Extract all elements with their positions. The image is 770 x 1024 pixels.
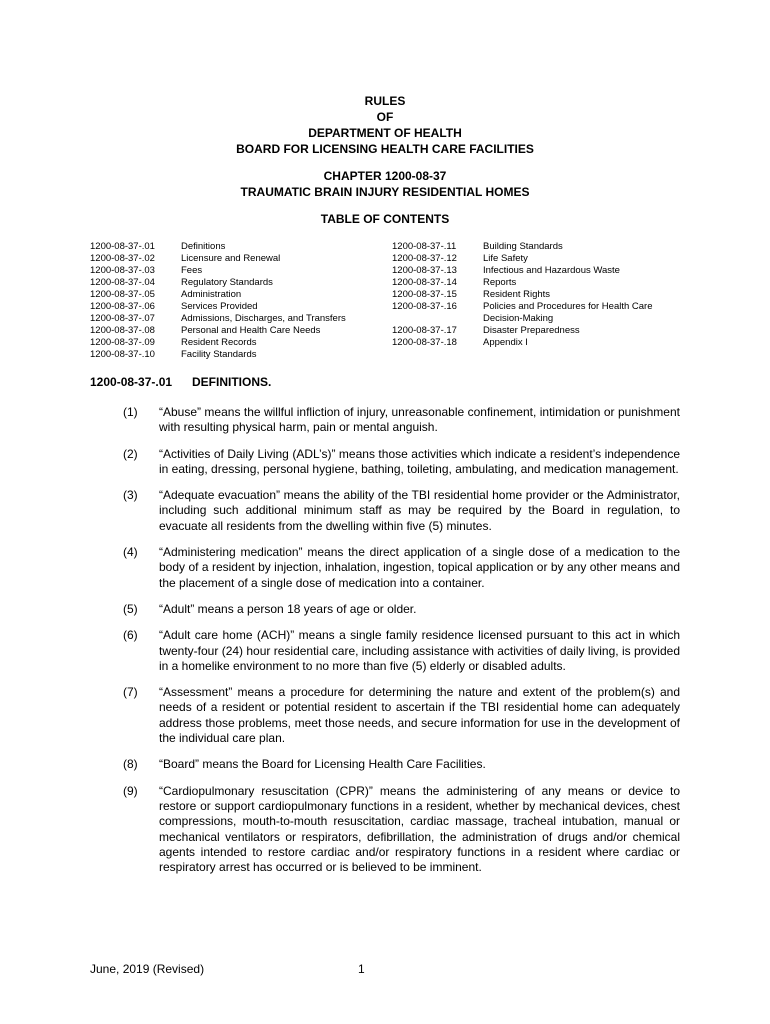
header-rules: RULES xyxy=(364,94,406,108)
toc-heading: TABLE OF CONTENTS xyxy=(320,212,450,226)
toc-left-column xyxy=(90,241,390,361)
definition-item xyxy=(123,447,680,478)
definition-text: “Adult” means a person 18 years of age or older. xyxy=(159,601,417,616)
toc-entry-number: 1200-08-37-.04 xyxy=(90,277,155,288)
definition-number: (3) xyxy=(123,488,138,503)
chapter-header xyxy=(0,168,770,200)
definition-item xyxy=(123,405,680,436)
toc-entry xyxy=(392,277,712,289)
toc-entry xyxy=(392,265,712,277)
definition-item xyxy=(123,545,680,591)
toc-entry xyxy=(392,289,712,301)
toc-entry-title: Disaster Preparedness xyxy=(483,325,580,336)
definition-number: (4) xyxy=(123,545,138,560)
toc-entry-number: 1200-08-37-.11 xyxy=(392,241,457,252)
toc-entry xyxy=(90,265,390,277)
toc-entry-title: Admissions, Discharges, and Transfers xyxy=(181,313,346,324)
toc-entry xyxy=(392,313,712,325)
definition-text: “Adult care home (ACH)” means a single family residence licensed pursuant to this act in which twenty-four (24) hour residential care, including assistance with activities of daily living, is provided in a homelike environment to no more than five (5) elderly or disabled adults. xyxy=(159,628,680,673)
toc-entry-title: Regulatory Standards xyxy=(181,277,273,288)
document-header xyxy=(0,93,770,157)
toc-entry xyxy=(90,289,390,301)
toc-entry-number: 1200-08-37-.06 xyxy=(90,301,155,312)
toc-entry-title: Definitions xyxy=(181,241,226,252)
revision-date: June, 2019 (Revised) xyxy=(90,962,205,976)
chapter-number: CHAPTER 1200-08-37 xyxy=(323,169,447,183)
toc-entry xyxy=(90,325,390,337)
toc-entry-title: Reports xyxy=(483,277,517,288)
toc-entry-title: Fees xyxy=(181,265,203,276)
definition-number: (2) xyxy=(123,446,138,461)
toc-entry-number: 1200-08-37-.07 xyxy=(90,313,155,324)
definition-item xyxy=(123,602,680,617)
toc-entry-number: 1200-08-37-.08 xyxy=(90,325,155,336)
toc-entry xyxy=(392,241,712,253)
toc-entry xyxy=(90,241,390,253)
toc-entry-number: 1200-08-37-.05 xyxy=(90,289,155,300)
toc-entry-title: Appendix I xyxy=(483,337,528,348)
definition-text: “Adequate evacuation” means the ability of the TBI residential home provider or the Administrator, including such additional minimum staff as may be required by the Board in regulation, to evacuate all residents from the dwelling within five (5) minutes. xyxy=(159,488,680,533)
toc-entry-title: Decision-Making xyxy=(483,313,554,324)
definition-number: (8) xyxy=(123,757,138,772)
toc-entry-number: 1200-08-37-.17 xyxy=(392,325,457,336)
chapter-title: TRAUMATIC BRAIN INJURY RESIDENTIAL HOMES xyxy=(240,185,530,199)
toc-entry-title: Infectious and Hazardous Waste xyxy=(483,265,620,276)
definition-item xyxy=(123,784,680,876)
header-department: DEPARTMENT OF HEALTH xyxy=(308,126,462,140)
toc-entry xyxy=(90,349,390,361)
toc-entry-number: 1200-08-37-.03 xyxy=(90,265,155,276)
definition-item xyxy=(123,757,680,772)
toc-entry-number xyxy=(392,313,483,325)
toc-entry-title: Resident Rights xyxy=(483,289,551,300)
toc-entry-number: 1200-08-37-.12 xyxy=(392,253,457,264)
definition-text: “Administering medication” means the direct application of a single dose of a medication to the body of a resident by injection, inhalation, ingestion, topical application or by any other means and the placement of a single dose of medication into a container. xyxy=(159,545,680,590)
toc-entry xyxy=(90,277,390,289)
definition-number: (7) xyxy=(123,685,138,700)
toc-entry xyxy=(90,313,390,325)
toc-entry-number: 1200-08-37-.10 xyxy=(90,349,155,360)
toc-entry-number: 1200-08-37-.14 xyxy=(392,277,457,288)
toc-entry xyxy=(90,301,390,313)
definition-item xyxy=(123,628,680,674)
toc-entry xyxy=(90,253,390,265)
definition-text: “Activities of Daily Living (ADL’s)” means those activities which indicate a resident’s independence in eating, dressing, personal hygiene, bathing, toileting, ambulating, and medication management. xyxy=(159,446,680,476)
toc-entry xyxy=(90,337,390,349)
toc-entry-number: 1200-08-37-.18 xyxy=(392,337,457,348)
definition-number: (9) xyxy=(123,783,138,798)
toc-entry-title: Resident Records xyxy=(181,337,257,348)
page-number: 1 xyxy=(358,962,365,976)
section-heading xyxy=(90,375,271,389)
toc-entry-title: Administration xyxy=(181,289,242,300)
toc-entry xyxy=(392,337,712,349)
toc-entry-title: Services Provided xyxy=(181,301,258,312)
toc-entry-title: Building Standards xyxy=(483,241,563,252)
toc-entry xyxy=(392,301,712,313)
definition-text: “Abuse” means the willful infliction of injury, unreasonable confinement, intimidation or punishment with resulting physical harm, pain or mental anguish. xyxy=(159,405,680,435)
definition-item xyxy=(123,685,680,746)
definitions-list xyxy=(123,405,680,886)
toc-entry-number: 1200-08-37-.01 xyxy=(90,241,155,252)
header-of: OF xyxy=(376,110,394,124)
header-board: BOARD FOR LICENSING HEALTH CARE FACILITIES xyxy=(236,142,534,156)
toc-entry xyxy=(392,325,712,337)
definition-text: “Board” means the Board for Licensing Health Care Facilities. xyxy=(159,757,486,772)
toc-entry xyxy=(392,253,712,265)
toc-entry-number: 1200-08-37-.09 xyxy=(90,337,155,348)
toc-entry-title: Personal and Health Care Needs xyxy=(181,325,321,336)
definition-item xyxy=(123,488,680,534)
toc-entry-number: 1200-08-37-.15 xyxy=(392,289,457,300)
toc-entry-number: 1200-08-37-.02 xyxy=(90,253,155,264)
section-title: DEFINITIONS. xyxy=(192,375,272,389)
definition-text: “Assessment” means a procedure for determining the nature and extent of the problem(s) and needs of a resident or potential resident to ascertain if the TBI residential home can adequately address those problems, meet those needs, and secure information for use in the development of the individual care plan. xyxy=(159,685,680,746)
toc-right-column xyxy=(392,241,712,349)
toc-entry-title: Policies and Procedures for Health Care xyxy=(483,301,653,312)
toc-entry-title: Life Safety xyxy=(483,253,528,264)
toc-entry-title: Facility Standards xyxy=(181,349,257,360)
toc-entry-number: 1200-08-37-.16 xyxy=(392,301,457,312)
toc-entry-title: Licensure and Renewal xyxy=(181,253,281,264)
definition-number: (1) xyxy=(123,405,138,419)
definition-number: (5) xyxy=(123,601,138,616)
toc-entry-number: 1200-08-37-.13 xyxy=(392,265,457,276)
definition-number: (6) xyxy=(123,628,138,643)
definition-text: “Cardiopulmonary resuscitation (CPR)” means the administering of any means or device to restore or support cardiopulmonary functions in a resident, whether by mechanical devices, chest compressions, mouth-to-mouth resuscitation, cardiac massage, tracheal intubation, manual or mechanical ventilators or respirators, defibrillation, the administration of drugs and/or chemical agents intended to restore cardiac and/or respiratory functions in a resident where cardiac or respiratory arrest has occurred or is believed to be imminent. xyxy=(159,783,680,875)
section-number: 1200-08-37-.01 xyxy=(90,375,173,389)
